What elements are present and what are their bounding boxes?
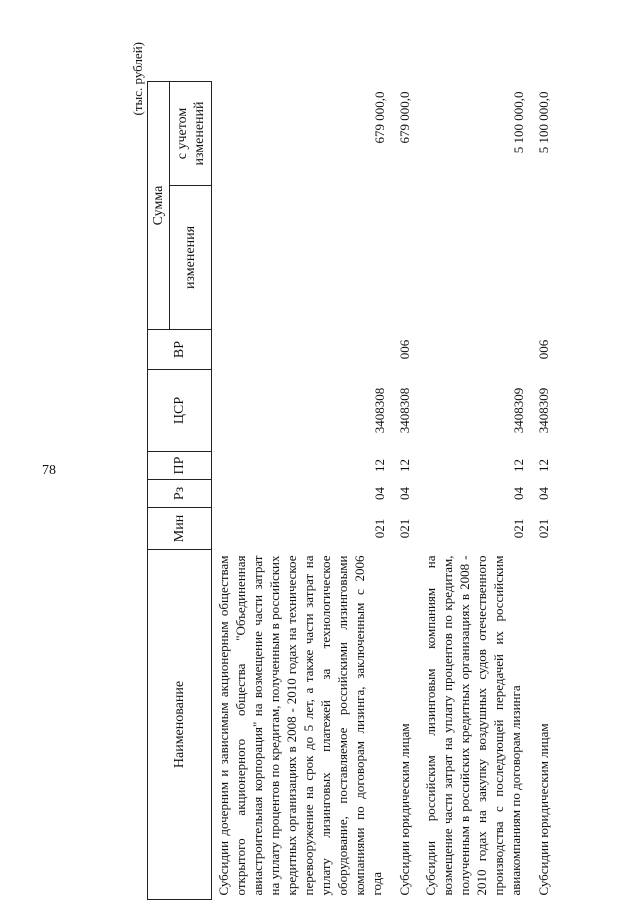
header-sum: Сумма xyxy=(148,82,170,330)
row-pr: 12 xyxy=(372,459,387,472)
row-name: Субсидии российским лизинговым компаниям на возмещение части затрат на уплату процентов по кредитам, полученным в российских кредитных организациях в 2008 - 2010 годах на закупку воздушных судов отечественного производства с последующей передачей их российским авиакомпаниям по договорам лизинга xyxy=(423,555,523,896)
row-min: 021 xyxy=(536,518,551,539)
row-vr xyxy=(419,330,527,370)
header-csr: ЦСР xyxy=(148,370,212,452)
row-changes xyxy=(527,186,558,330)
units-label: (тыс. рублей) xyxy=(130,42,145,116)
row-with-changes: 679 000,0 xyxy=(397,91,412,144)
row-rz: 04 xyxy=(397,487,412,500)
row-vr xyxy=(212,330,389,370)
row-min: 021 xyxy=(397,518,412,539)
row-vr: 006 xyxy=(397,339,412,360)
header-rz: Рз xyxy=(148,480,212,508)
header-name: Наименование xyxy=(148,550,212,900)
row-vr: 006 xyxy=(536,339,551,360)
row-pr: 12 xyxy=(536,459,551,472)
row-changes xyxy=(388,186,419,330)
row-pr: 12 xyxy=(397,459,412,472)
row-with-changes: 5 100 000,0 xyxy=(511,91,526,154)
row-changes xyxy=(419,186,527,330)
rotated-sheet xyxy=(100,40,551,900)
table-row xyxy=(388,82,419,900)
row-pr: 12 xyxy=(511,459,526,472)
budget-table xyxy=(147,81,558,900)
row-csr: 3408308 xyxy=(397,387,412,434)
row-min: 021 xyxy=(511,518,526,539)
row-rz: 04 xyxy=(511,487,526,500)
header-changes: изменения xyxy=(170,186,212,330)
row-name: Субсидии юридическим лицам xyxy=(397,723,412,896)
row-name: Субсидии дочерним и зависимым акционерным обществам открытого акционерного общества "Объединенная авиастроительная корпорация" на возмещение части затрат на уплату процентов по кредитам, полученным в российских кредитных организациях в 2008 - 2010 годах на техническое перевооружение на срок до 5 лет, а также части затрат на уплату лизинговых платежей за технологическое оборудование, поставляемое российскими лизинговыми компаниями по договорам лизинга, заключенным с 2006 года xyxy=(216,555,384,896)
row-name: Субсидии юридическим лицам xyxy=(536,723,551,896)
table-row xyxy=(212,82,389,900)
row-csr: 3408309 xyxy=(536,387,551,434)
row-min: 021 xyxy=(372,518,387,539)
row-rz: 04 xyxy=(372,487,387,500)
row-changes xyxy=(212,186,389,330)
row-csr: 3408309 xyxy=(511,387,526,434)
row-csr: 3408308 xyxy=(372,387,387,434)
header-min: Мин xyxy=(148,508,212,550)
page-number: 78 xyxy=(42,463,56,478)
row-with-changes: 5 100 000,0 xyxy=(536,91,551,154)
table-row xyxy=(419,82,527,900)
row-rz: 04 xyxy=(536,487,551,500)
header-with-changes: с учетом изменений xyxy=(170,82,212,186)
header-pr: ПР xyxy=(148,452,212,480)
row-with-changes: 679 000,0 xyxy=(372,91,387,144)
header-vr: ВР xyxy=(148,330,212,370)
table-row xyxy=(527,82,558,900)
